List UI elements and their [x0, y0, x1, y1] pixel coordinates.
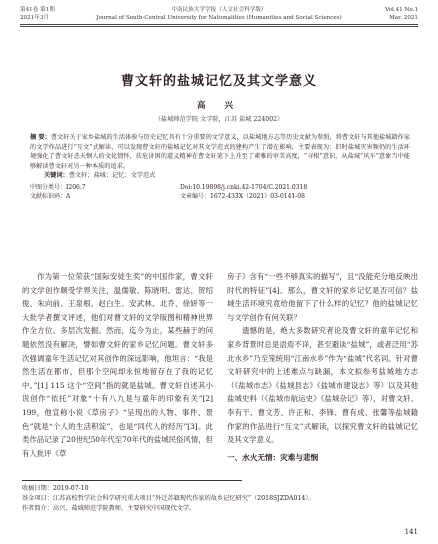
author-bio: 作者简介：高兴，盐城师范学院教师，主要研究中国现代文学。 [22, 505, 196, 512]
article-title: 曹文轩的盐城记忆及其文学意义 [120, 74, 317, 89]
issue-info-en [385, 6, 418, 22]
paragraph: 作为第一位荣获“国际安徒生奖”的中国作家，曹文轩的文学创作颇受学界关注，温儒敏、陈晓明、雷达、贺绍俊、朱向前、王泉根、赵白生、安武林、北乔、徐妍等一大批学者撰文评述，他们对曹文轩的文学版图和精神世界作全方位、多层次发掘。然而，迄今为止，某些赫于的问题依然没有解决，譬如曹文轩的家乡记忆问题。曹文轩多次强调童年生活记忆对其创作的深远影响，他坦言：“我是然生活在都市，但那个空间却永恒地留存在了我的记忆中。”[1] 115 这个“空间”指的就是盐城。曹文轩自述其小说创作“依托”对象“十有八九是与童年的印象有关”[2] 199，他宣称小说《草房子》“呈现出的人物、事件、景色”就是“个人的生活积淀”，也是“同代人的经历”[3]。此类作品记录了20世纪50年代至70年代的盐城民俗风情，但有人批评《草 [22, 272, 213, 458]
article-meta [30, 183, 410, 201]
keywords-text: 曹文轩；盐城；记忆；文学范式 [68, 172, 156, 180]
section-heading: 一、水火无情：灾难与悲悯 [227, 452, 319, 462]
page-number: 141 [404, 528, 418, 536]
abstract-label: 摘 要： [30, 134, 51, 141]
article-number: 文章编号：1672-433X（2021）03-0141-08 [180, 192, 305, 200]
abstract-text: 曹文轩关于家乡盐城的生活体验与历史记忆具有十分重要的文学意义，以盐城地方志等历史文献为参照，将曹文轩与其他盐城籍作家的文学作品进行“互文”式解读，可以发现曹文轩的盐城记忆对其文学范式的建构产生了潜在影响，主要表现为：旧时盐城灾害频仍的生活环境强化了曹文轩悲天悯人的文化情怀，扶危济困的道义精神在曹文轩笔下上升至了素雅的审美高度，“寻根”意识，从盐城“风车”意象当中能够解读曹文轩对另一种本质的追求。 [30, 134, 411, 170]
column-left [22, 270, 213, 464]
received-date: 收稿日期：2019-07-10 [22, 485, 89, 492]
journal-name-en: Journal of South-Central University for Nationalities (Humanities and Social Sciences) [96, 15, 342, 21]
document-code: 文献标识码：A [30, 192, 71, 200]
keywords [44, 171, 410, 181]
issue-date: 2021年3月 [20, 15, 49, 21]
journal-name-zh: 中南民族大学学报（人文社会科学版） [171, 7, 267, 13]
author-name: 高 兴 [197, 101, 241, 111]
column-right [227, 270, 418, 464]
abstract [30, 133, 410, 181]
paragraph: 房子》含有“一些不够真实的描写”，且“没能充分地反映出时代的特征”[4]。那么，曹文轩的家乡记忆是否可信？盐城生活环境究竟给他留下了什么样的记忆？他的盐城记忆与文学创作有何关联？ [227, 272, 418, 322]
author-affiliation: （盐城师范学院 文学院，江苏 盐城 224002） [154, 116, 284, 123]
journal-name [20, 6, 418, 22]
header-rule [20, 24, 418, 25]
fund-info: 基金项目：江苏高校哲学社会科学研究重大项目“外迁苏籍现代作家的故乡记忆研究”（2018SJZDA014）。 [22, 495, 315, 502]
footnote-rule [22, 480, 242, 481]
body-text [22, 270, 418, 464]
volume-issue: 第41卷 第1期 [20, 7, 55, 13]
clc-number: 中图分类号：I206.7 [30, 183, 86, 191]
paragraph: 遗憾的是，绝大多数研究者论及曹文轩的童年记忆和家乡背景时总是语焉不详，甚至避谈“盐城”，或者泛用“苏北水乡”乃至笼统用“江南水乡”作为“盐城”代名词。针对曹文轩研究中的上述难点与缺漏，本文拟参考盐城地方志（《盐城市志》《盐城县志》《盐城市建设志》等）以及其他盐城史料（《盐城市航运史》《盐城杂记》等），对曹文轩、李有干、曹文芳、许正和、李锋、曹有成、张馨等盐城籍作家的作品进行“互文”式解读，以探究曹文轩的盐城记忆及其文学意义。 [227, 326, 418, 445]
keywords-label: 关键词： [44, 172, 69, 180]
doi: Doi:10.19898/j.cnki.42-1704/C.2021.0318 [180, 183, 308, 191]
header-rule-thin [20, 26, 418, 27]
footnotes [22, 484, 402, 514]
issue-date-en: Mar. 2021 [389, 15, 418, 21]
running-header [20, 4, 418, 26]
volume-issue-en: Vol.41 No.1 [385, 7, 418, 13]
